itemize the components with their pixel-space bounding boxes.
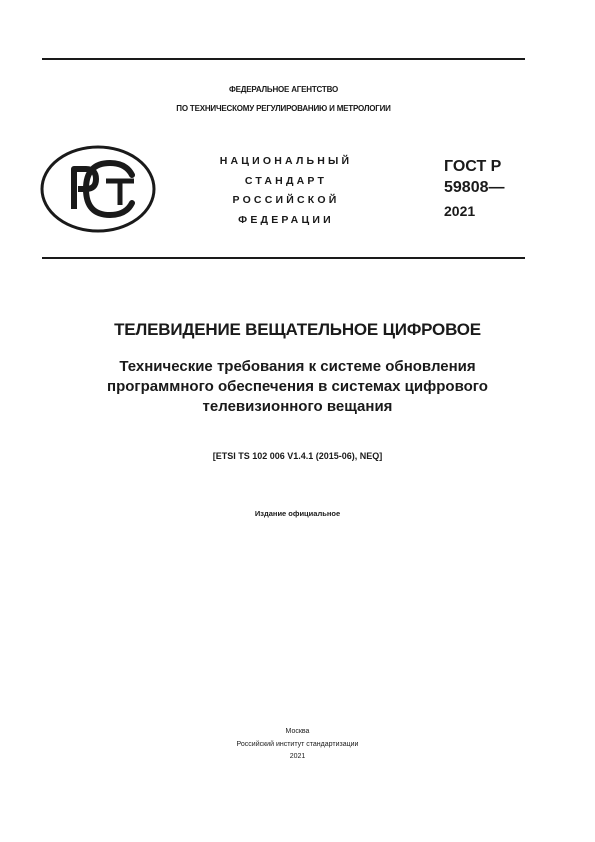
- publication-footer: [0, 726, 595, 764]
- agency-header: [42, 80, 525, 118]
- reference-standard: [ETSI TS 102 006 V1.4.1 (2015-06), NEQ]: [212, 451, 383, 461]
- footer-city: Москва: [285, 728, 310, 735]
- designation-year: 2021: [444, 203, 476, 219]
- standard-designation: [444, 156, 505, 222]
- designation-number: 59808—: [444, 179, 505, 196]
- top-divider: [42, 58, 525, 60]
- agency-line-1: ФЕДЕРАЛЬНОЕ АГЕНТСТВО: [228, 85, 338, 94]
- edition-label: Издание официальное: [254, 509, 341, 518]
- subtitle-line-1: Технические требования к системе обновления: [119, 358, 476, 375]
- gost-rst-logo-icon: [40, 145, 156, 233]
- national-standard-line-1: НАЦИОНАЛЬНЫЙ: [219, 155, 353, 167]
- main-title: ТЕЛЕВИДЕНИЕ ВЕЩАТЕЛЬНОЕ ЦИФРОВОЕ: [114, 320, 481, 339]
- subtitle: [30, 357, 565, 417]
- national-standard-line-3: РОССИЙСКОЙ: [232, 194, 340, 206]
- subtitle-line-3: телевизионного вещания: [202, 398, 393, 415]
- middle-divider: [42, 257, 525, 259]
- footer-year: 2021: [289, 753, 306, 760]
- agency-line-2: ПО ТЕХНИЧЕСКОМУ РЕГУЛИРОВАНИЮ И МЕТРОЛОГИИ: [176, 104, 391, 113]
- national-standard-line-4: ФЕДЕРАЦИИ: [238, 213, 334, 226]
- designation-prefix: ГОСТ Р: [444, 158, 502, 175]
- national-standard-label: [196, 152, 376, 230]
- subtitle-line-2: программного обеспечения в системах цифрового: [107, 378, 488, 395]
- footer-publisher: Российский институт стандартизации: [236, 740, 359, 748]
- national-standard-line-2: СТАНДАРТ: [244, 174, 328, 187]
